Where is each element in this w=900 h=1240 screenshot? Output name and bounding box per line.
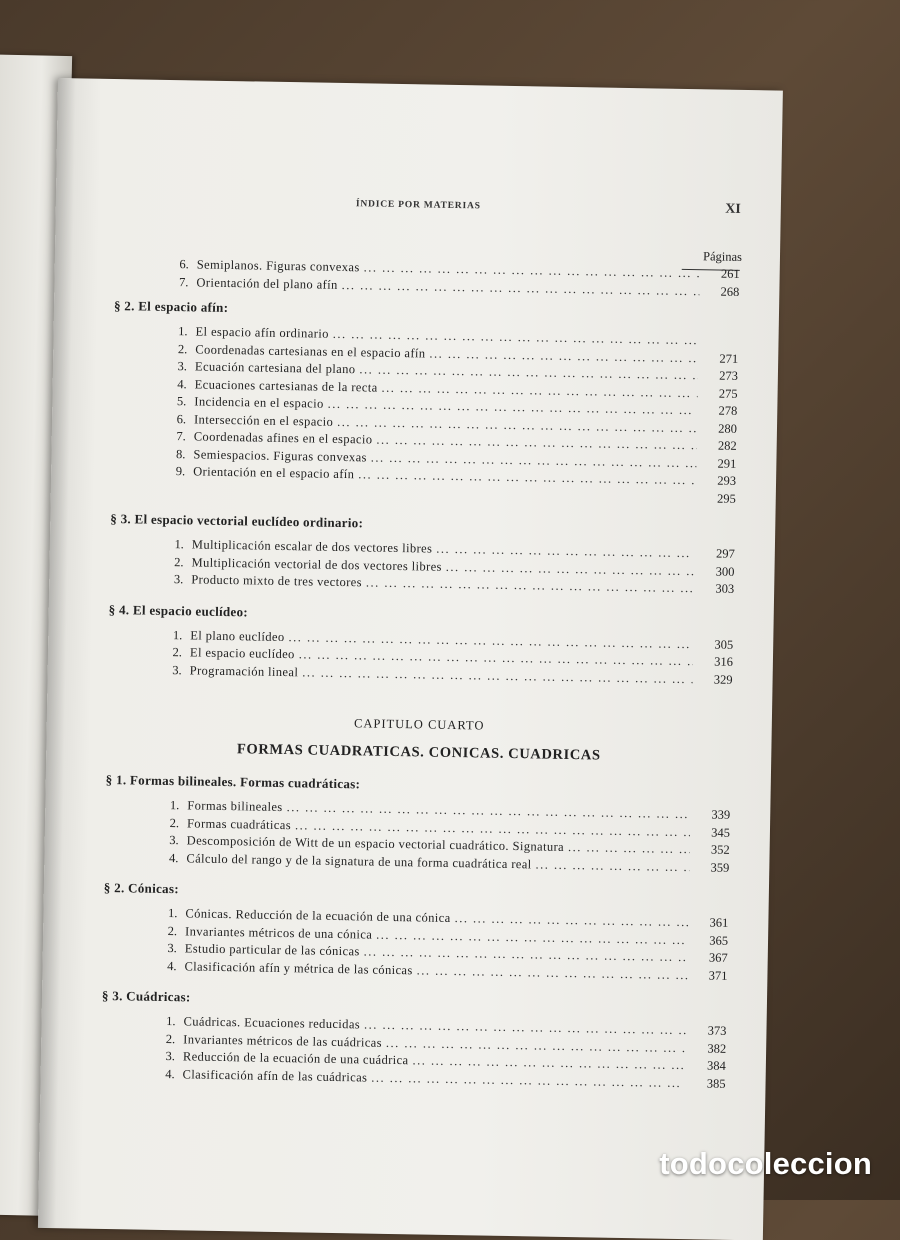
toc-entry-title: Cuádricas. Ecuaciones reducidas: [183, 1014, 361, 1032]
toc-entry-title: Orientación en el espacio afín: [193, 464, 355, 482]
toc-entry-title: Coordenadas afines en el espacio: [193, 429, 373, 447]
toc-entry-page: 316: [714, 654, 734, 669]
toc-entry-page: 385: [706, 1075, 726, 1091]
toc-entry-title: Clasificación afín de las cuádricas: [182, 1066, 368, 1085]
toc-entry-number: 1.: [166, 1014, 176, 1029]
toc-entry-number: 3.: [167, 941, 177, 956]
section-heading: § 3. Cuádricas:: [101, 987, 191, 1005]
toc-entry-title: Formas bilineales: [187, 798, 283, 815]
toc-entry-title: Invariantes métricos de las cuádricas: [183, 1031, 383, 1050]
toc-entry-page: 271: [719, 351, 739, 366]
toc-entry-title: Coordenadas cartesianas en el espacio afín: [195, 341, 426, 360]
toc-entry-title: Formas cuadráticas: [186, 815, 292, 832]
toc-entry-number: 3.: [169, 833, 179, 848]
section-heading: § 3. El espacio vectorial euclídeo ordinario:: [110, 510, 364, 531]
watermark-logo: todocoleccion: [659, 1146, 872, 1181]
toc-entry-title: El espacio euclídeo: [189, 645, 295, 662]
toc-entry-page: 352: [710, 842, 730, 857]
toc-entry-page: 361: [709, 915, 729, 930]
toc-entry-title: El plano euclídeo: [190, 627, 285, 644]
toc-entry-title: Estudio particular de las cónicas: [184, 941, 360, 959]
toc-entry-title: Ecuaciones cartesianas de la recta: [194, 376, 378, 395]
toc-entry-number: 1.: [178, 324, 188, 339]
toc-entry-title: Multiplicación escalar de dos vectores libres: [191, 537, 433, 556]
toc-entry-number: 4.: [177, 376, 187, 391]
toc-entry-page: 339: [711, 807, 731, 822]
toc-entry-number: 2.: [177, 341, 188, 356]
toc-entry-title: Clasificación afín y métrica de las cónicas: [184, 958, 413, 977]
toc-entry-number: 2.: [174, 554, 184, 569]
toc-entry-number: 5.: [176, 394, 187, 409]
toc-entry-number: 9.: [175, 464, 186, 479]
toc-entry-page: 268: [720, 284, 740, 299]
section-heading: § 1. Formas bilineales. Formas cuadráticas:: [105, 771, 361, 792]
toc-entry-page: 300: [715, 564, 735, 579]
toc-entry-number: 2.: [172, 645, 183, 660]
chapter-label: CAPITULO CUARTO: [353, 716, 485, 733]
toc-entry-title: Semiplanos. Figuras convexas: [196, 257, 360, 275]
toc-entry-page: 278: [718, 403, 738, 418]
toc-entry-number: [163, 492, 193, 493]
toc-entry-number: 6.: [176, 411, 187, 426]
toc-entry-number: 3.: [177, 359, 188, 374]
toc-entry-page: 384: [706, 1058, 726, 1073]
toc-entry-title: Cálculo del rango y de la signatura de una forma cuadrática real: [186, 850, 532, 871]
paginas-column-label: Páginas: [702, 249, 743, 264]
toc-entry-page: [698, 344, 738, 345]
toc-entry-page: 329: [713, 672, 733, 687]
toc-entry-page: 365: [709, 932, 729, 948]
toc-entry-page: 373: [707, 1023, 727, 1038]
leader-dots: [564, 839, 690, 859]
book-page: [38, 78, 783, 1240]
running-head: ÍNDICE POR MATERIAS: [355, 199, 481, 212]
toc-entry-number: 6.: [179, 257, 189, 272]
toc-entry-title: Reducción de la ecuación de una cuádrica: [182, 1049, 409, 1068]
toc-entry-page: 345: [711, 825, 731, 840]
toc-entry-number: 1.: [174, 537, 185, 552]
toc-entry-number: 3.: [172, 662, 182, 677]
toc-entry-page: 359: [710, 860, 730, 875]
section-heading: § 4. El espacio euclídeo:: [108, 601, 249, 619]
chapter-title: FORMAS CUADRATICAS. CONICAS. CUADRICAS: [236, 741, 601, 764]
toc-entry-title: Incidencia en el espacio: [194, 394, 324, 411]
toc-entry-page: 371: [708, 967, 728, 983]
toc-entry-title: Descomposición de Witt de un espacio vectorial cuadrático. Signatura: [186, 833, 565, 854]
toc-entry-number: 2.: [165, 1031, 176, 1046]
toc-entry-title: Semiespacios. Figuras convexas: [193, 446, 367, 464]
toc-part-1: [108, 298, 740, 689]
toc-entry-number: 3.: [173, 572, 184, 587]
toc-entry-page: 275: [718, 386, 738, 401]
toc-entry-page: 367: [708, 950, 728, 965]
toc-entry-number: 1.: [169, 798, 180, 813]
toc-entry-page: 291: [717, 456, 737, 471]
toc-entry-number: 4.: [167, 958, 177, 973]
toc-entry-page: 295: [716, 491, 736, 506]
toc-entry-page: 305: [714, 637, 734, 652]
toc-entry-number: 4.: [168, 850, 179, 865]
toc-entry-page: 280: [718, 421, 738, 436]
toc-entry-number: 8.: [175, 446, 186, 461]
section-heading: § 2. Cónicas:: [103, 879, 180, 897]
toc-entry-title: Producto mixto de tres vectores: [191, 572, 363, 590]
toc-entry-title: Orientación del plano afín: [196, 274, 338, 292]
toc-entry-number: 7.: [178, 274, 189, 289]
toc-entry-page: 297: [715, 546, 735, 561]
toc-entry-page: 261: [720, 266, 740, 281]
toc-entry-number: 2.: [167, 923, 178, 938]
toc-entry-number: 1.: [172, 627, 183, 642]
section-heading: § 2. El espacio afín:: [113, 298, 229, 316]
toc-entry-title: Intersección en el espacio: [193, 411, 334, 429]
toc-entry-title: Programación lineal: [189, 662, 299, 679]
toc-entry-number: 3.: [165, 1049, 176, 1064]
toc-content: [100, 249, 739, 1093]
leader-dots: [531, 856, 689, 876]
toc-part-2: [100, 772, 730, 1093]
leader-dots: [413, 962, 688, 984]
toc-entry-title: Multiplicación vectorial de dos vectores libres: [191, 554, 442, 574]
toc-entry-page: 282: [717, 438, 737, 453]
toc-entry-title: Ecuación cartesiana del plano: [194, 359, 356, 377]
toc-entry-title: Invariantes métricos de una cónica: [185, 923, 373, 942]
toc-entry-number: 2.: [169, 815, 180, 830]
toc-entry-page: 382: [707, 1040, 727, 1056]
toc-entry-number: 4.: [165, 1066, 175, 1081]
toc-entry-page: 303: [715, 581, 735, 596]
toc-entry-page: 273: [719, 368, 739, 383]
toc-entry-title: El espacio afín ordinario: [195, 324, 329, 341]
toc-entry-number: 1.: [167, 906, 178, 921]
page-number: XI: [725, 201, 741, 217]
toc-entry-title: Cónicas. Reducción de la ecuación de una cónica: [185, 906, 451, 925]
toc-entry-number: 7.: [176, 429, 186, 444]
toc-entry-page: 293: [717, 473, 737, 488]
